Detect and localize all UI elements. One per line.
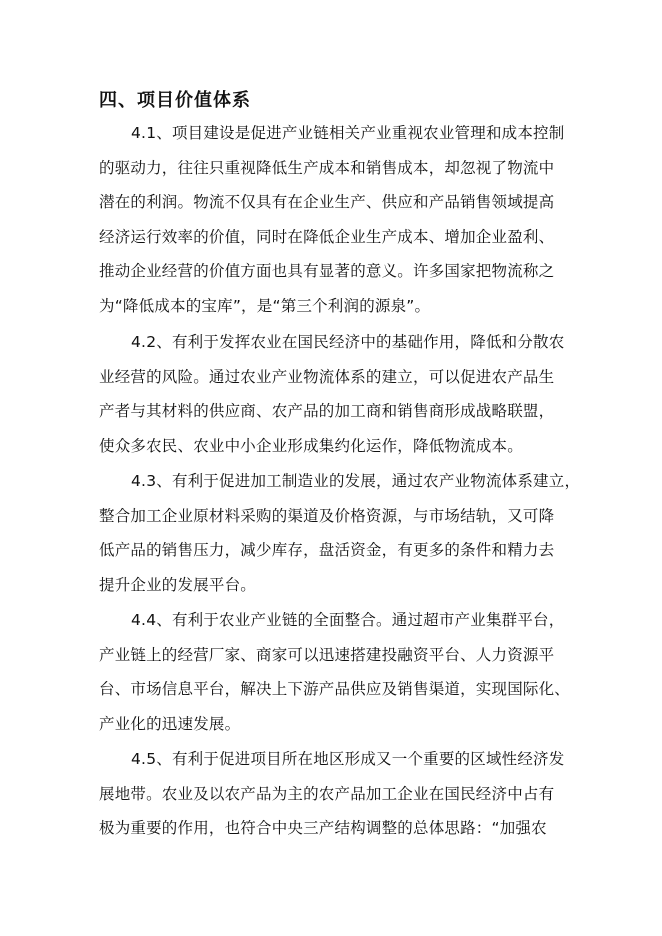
- paragraph-line: 展地带。农业及以农产品为主的农产品加工企业在国民经济中占有: [99, 784, 555, 803]
- paragraph-line: 推动企业经营的价值方面也具有显著的意义。许多国家把物流称之: [99, 262, 555, 281]
- paragraph-line: 低产品的销售压力，减少库存，盘活资金，有更多的条件和精力去: [99, 541, 555, 560]
- paragraph-4-2: [99, 325, 579, 463]
- paragraph-4-5: [99, 742, 579, 846]
- paragraph-line: 产业化的迅速发展。: [99, 714, 241, 733]
- paragraph-line: 业经营的风险。通过农业产业物流体系的建立，可以促进农产品生: [99, 367, 555, 386]
- paragraph-line: 4.1、项目建设是促进产业链相关产业重视农业管理和成本控制: [131, 124, 565, 142]
- paragraph-line: 台、市场信息平台，解决上下游产品供应及销售渠道，实现国际化、: [99, 680, 571, 699]
- paragraph-line: 极为重要的作用，也符合中央三产结构调整的总体思路：“加强农: [99, 819, 547, 838]
- paragraph-line: 使众多农民、农业中小企业形成集约化运作，降低物流成本。: [99, 436, 523, 455]
- paragraph-line: 提升企业的发展平台。: [99, 575, 257, 594]
- paragraph-line: 4.5、有利于促进项目所在地区形成又一个重要的区域性经济发: [131, 750, 565, 768]
- paragraph-line: 为“降低成本的宝库”，是“第三个利润的源泉”。: [99, 296, 431, 315]
- paragraph-line: 4.3、有利于促进加工制造业的发展，通过农产业物流体系建立，: [131, 472, 581, 490]
- paragraph-line: 整合加工企业原材料采购的渠道及价格资源，与市场结轨，又可降: [99, 506, 555, 525]
- paragraph-line: 4.4、有利于农业产业链的全面整合。通过超市产业集群平台，: [131, 611, 565, 629]
- paragraph-line: 的驱动力，往往只重视降低生产成本和销售成本，却忽视了物流中: [99, 158, 555, 177]
- paragraph-line: 产者与其材料的供应商、农产品的加工商和销售商形成战略联盟，: [99, 402, 555, 421]
- paragraph-4-1: [99, 116, 579, 324]
- paragraph-line: 4.2、有利于发挥农业在国民经济中的基础作用，降低和分散农: [131, 333, 565, 351]
- paragraph-line: 产业链上的经营厂家、商家可以迅速搭建投融资平台、人力资源平: [99, 645, 555, 664]
- paragraph-4-4: [99, 603, 579, 741]
- paragraph-line: 潜在的利润。物流不仅具有在企业生产、供应和产品销售领域提高: [99, 193, 555, 212]
- paragraph-4-3: [99, 464, 579, 602]
- paragraph-line: 经济运行效率的价值，同时在降低企业生产成本、增加企业盈利、: [99, 227, 555, 246]
- section-heading: 四、项目价值体系: [99, 90, 251, 111]
